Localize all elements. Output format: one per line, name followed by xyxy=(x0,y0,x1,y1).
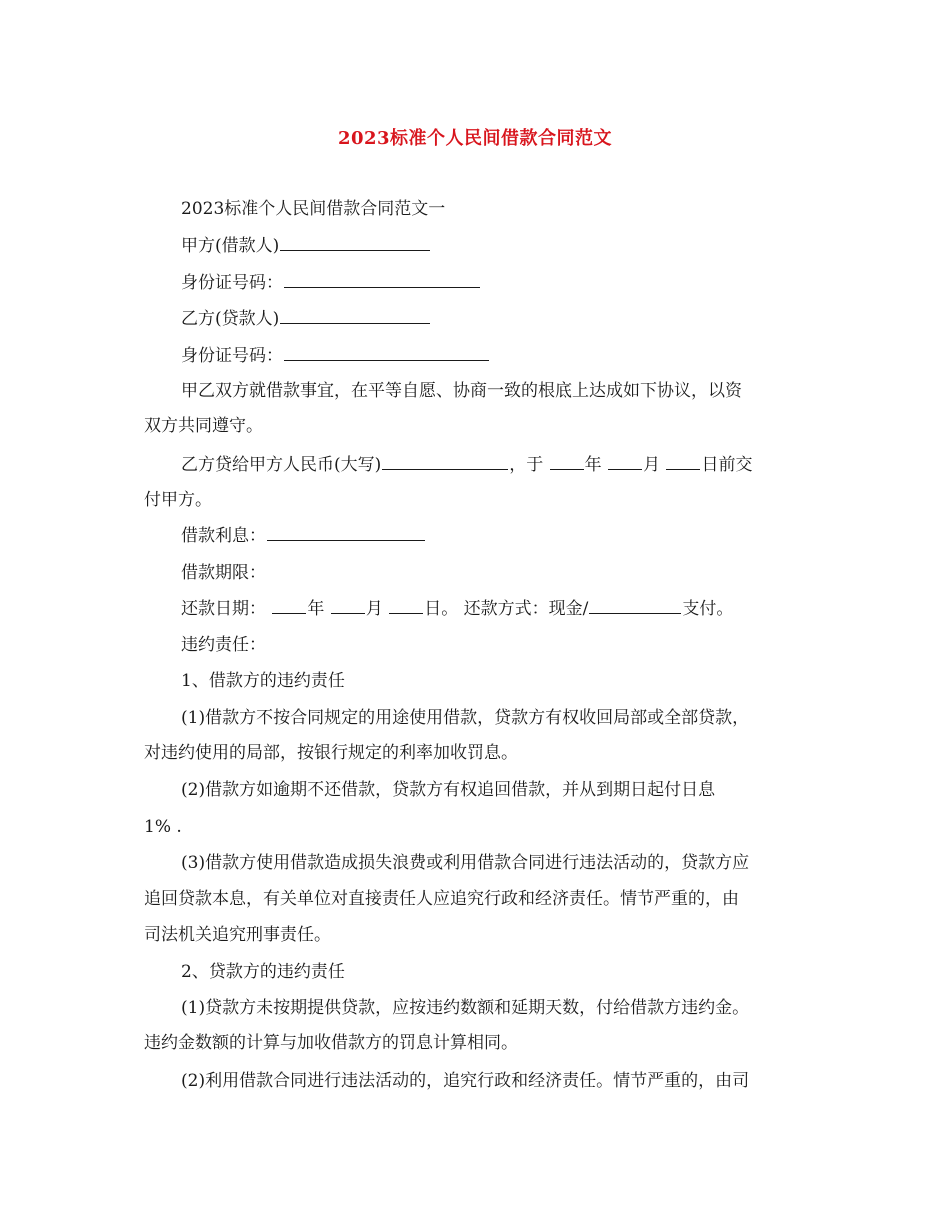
section-1-title: 1、借款方的违约责任 xyxy=(181,671,345,691)
term-line: 借款期限： xyxy=(181,563,266,583)
lend-line-2: 付甲方。 xyxy=(144,490,212,510)
breach-heading: 违约责任： xyxy=(181,635,266,655)
repay-day-blank xyxy=(389,599,423,614)
repay-month-blank xyxy=(331,599,365,614)
id-blank-2 xyxy=(284,346,489,361)
id-line-1 xyxy=(181,272,481,294)
lend-year-blank xyxy=(550,455,584,470)
interest-blank xyxy=(267,526,425,541)
lend-label: 乙方贷给甲方人民币(大写) xyxy=(181,455,382,475)
s2-p1-line-2: 违约金数额的计算与加收借款方的罚息计算相同。 xyxy=(144,1033,518,1053)
id-label-1: 身份证号码： xyxy=(181,273,283,293)
party-a-label: 甲方(借款人) xyxy=(181,236,280,256)
lend-amount-blank xyxy=(382,455,508,470)
s1-p3-line-3: 司法机关追究刑事责任。 xyxy=(144,925,331,945)
lend-year: 年 xyxy=(584,455,602,475)
party-b-blank xyxy=(280,309,430,324)
party-a-blank xyxy=(280,236,430,251)
repay-method-blank xyxy=(589,599,681,614)
lend-day-blank xyxy=(666,455,700,470)
intro-line-1: 甲乙双方就借款事宜，在平等自愿、协商一致的根底上达成如下协议，以资 xyxy=(181,381,742,401)
repay-month: 月 xyxy=(365,599,383,619)
s1-p2-line-1: (2)借款方如逾期不还借款，贷款方有权追回借款，并从到期日起付日息 xyxy=(181,780,716,800)
interest-line xyxy=(181,525,426,547)
id-line-2 xyxy=(181,345,490,367)
repay-end: 支付。 xyxy=(682,599,734,619)
party-b-label: 乙方(贷款人) xyxy=(181,309,280,329)
s1-p1-line-2: 对违约使用的局部，按银行规定的利率加收罚息。 xyxy=(144,743,518,763)
s1-p3-line-1: (3)借款方使用借款造成损失浪费或利用借款合同进行违法活动的，贷款方应 xyxy=(181,853,750,873)
lend-on: ，于 xyxy=(509,455,544,475)
repay-line xyxy=(181,598,733,620)
interest-label: 借款利息： xyxy=(181,526,266,546)
repay-label: 还款日期： xyxy=(181,599,266,619)
s2-p1-line-1: (1)贷款方未按期提供贷款，应按违约数额和延期天数，付给借款方违约金。 xyxy=(181,998,750,1018)
repay-year: 年 xyxy=(307,599,325,619)
lend-month-blank xyxy=(608,455,642,470)
id-label-2: 身份证号码： xyxy=(181,346,283,366)
party-a-line xyxy=(181,235,431,257)
repay-year-blank xyxy=(272,599,306,614)
s1-p1-line-1: (1)借款方不按合同规定的用途使用借款，贷款方有权收回局部或全部贷款， xyxy=(181,708,750,728)
lend-month: 月 xyxy=(643,455,661,475)
s1-p3-line-2: 追回贷款本息，有关单位对直接责任人应追究行政和经济责任。情节严重的，由 xyxy=(144,889,739,909)
document-title: 2023标准个人民间借款合同范文 xyxy=(337,128,613,149)
s1-p2-line-2: 1% . xyxy=(144,817,182,837)
intro-line-2: 双方共同遵守。 xyxy=(144,416,263,436)
s2-p2-line-1: (2)利用借款合同进行违法活动的，追究行政和经济责任。情节严重的，由司 xyxy=(181,1071,750,1091)
subtitle: 2023标准个人民间借款合同范文一 xyxy=(181,199,446,219)
party-b-line xyxy=(181,308,431,330)
section-2-title: 2、贷款方的违约责任 xyxy=(181,962,345,982)
id-blank-1 xyxy=(284,273,480,288)
repay-day: 日。 还款方式：现金/ xyxy=(424,599,589,619)
lend-day: 日前交 xyxy=(701,455,753,475)
lend-line-1 xyxy=(181,454,752,476)
